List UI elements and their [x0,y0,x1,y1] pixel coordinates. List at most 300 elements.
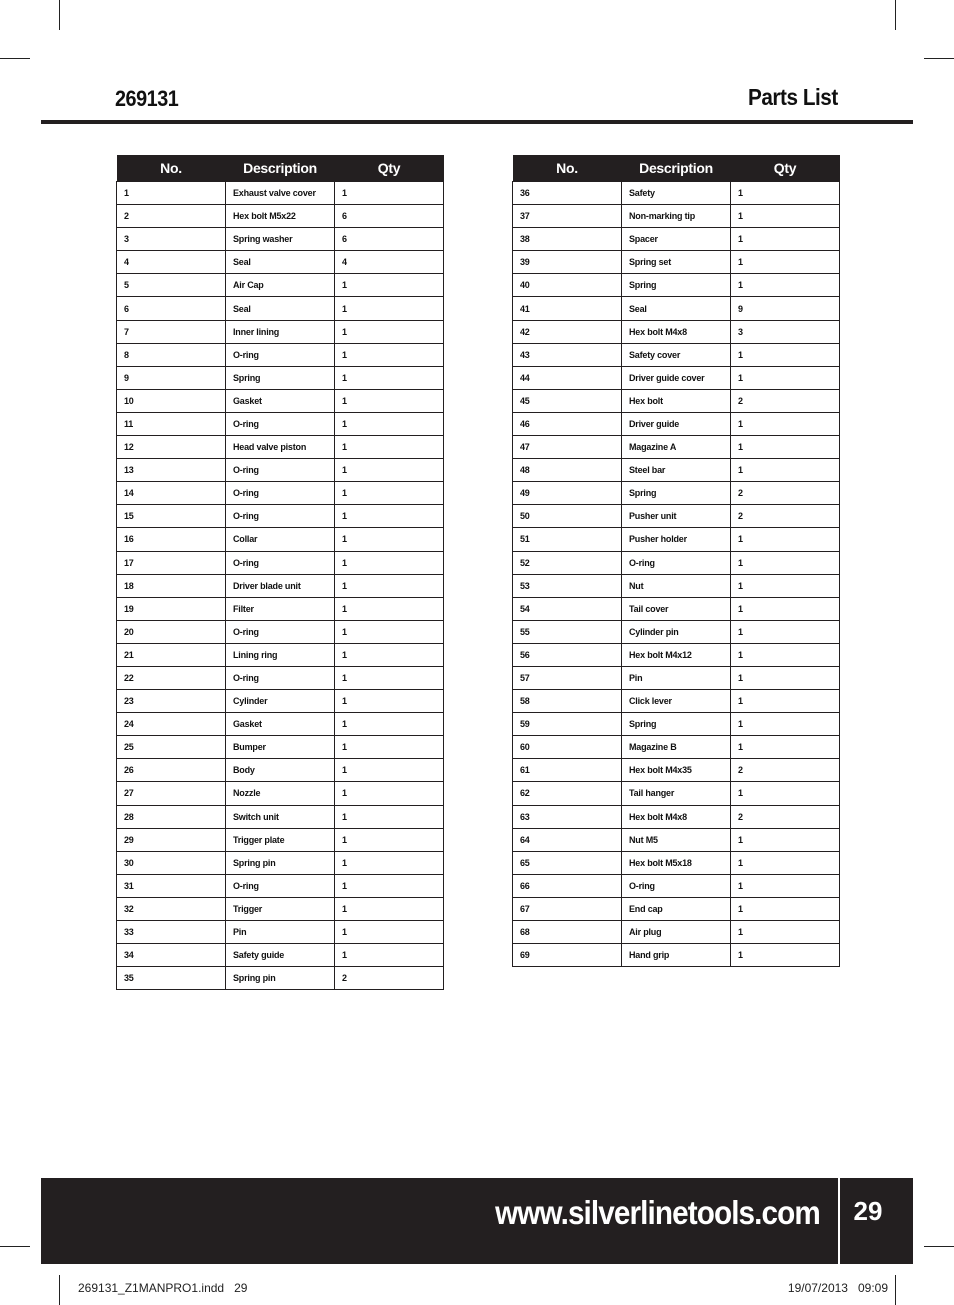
part-number-cell: 9 [117,366,226,389]
part-number-cell: 44 [513,366,622,389]
part-number-cell: 42 [513,320,622,343]
table-row [117,366,444,389]
page-number: 29 [853,1196,883,1226]
part-qty-cell: 1 [335,366,444,389]
part-description-cell: Cylinder pin [622,620,731,643]
table-row [117,297,444,320]
table-row [513,574,840,597]
part-qty-cell: 1 [335,690,444,713]
part-description-cell: Safety [622,182,731,205]
part-qty-cell: 1 [731,713,840,736]
part-qty-cell: 1 [335,274,444,297]
part-number-cell: 26 [117,759,226,782]
table-row [513,828,840,851]
table-row [513,620,840,643]
table-row [117,505,444,528]
part-number-cell: 64 [513,828,622,851]
table-row [117,897,444,920]
part-description-cell: Spacer [622,228,731,251]
table-row [513,805,840,828]
table-row [117,851,444,874]
header-divider [41,120,913,124]
table-row [513,205,840,228]
part-qty-cell: 1 [335,643,444,666]
part-description-cell: Filter [226,597,335,620]
part-description-cell: Driver guide [622,412,731,435]
part-qty-cell: 1 [731,666,840,689]
part-description-cell: Pusher holder [622,528,731,551]
part-description-cell: O-ring [226,874,335,897]
part-description-cell: Hand grip [622,944,731,967]
part-description-cell: Hex bolt M5x18 [622,851,731,874]
table-row [513,228,840,251]
part-qty-cell: 1 [731,366,840,389]
table-row [117,436,444,459]
part-qty-cell: 1 [335,944,444,967]
part-description-cell: Nut [622,574,731,597]
part-qty-cell: 1 [335,874,444,897]
part-number-cell: 47 [513,436,622,459]
part-description-cell: Nozzle [226,782,335,805]
part-qty-cell: 2 [731,759,840,782]
part-number-cell: 62 [513,782,622,805]
table-row [513,782,840,805]
part-number-cell: 33 [117,921,226,944]
part-description-cell: Seal [226,297,335,320]
part-description-cell: Spring [622,713,731,736]
part-number-cell: 55 [513,620,622,643]
part-number-cell: 4 [117,251,226,274]
crop-mark [0,58,30,59]
part-number-cell: 37 [513,205,622,228]
part-qty-cell: 1 [731,597,840,620]
website-url: www.silverlinetools.com [495,1194,820,1231]
part-qty-cell: 1 [731,412,840,435]
table-row [117,782,444,805]
part-number-cell: 49 [513,482,622,505]
part-description-cell: Head valve piston [226,436,335,459]
part-description-cell: Pusher unit [622,505,731,528]
part-number-cell: 8 [117,343,226,366]
part-number-cell: 35 [117,967,226,990]
part-number-cell: 30 [117,851,226,874]
part-description-cell: Nut M5 [622,828,731,851]
part-description-cell: Driver blade unit [226,574,335,597]
part-description-cell: Spring pin [226,967,335,990]
part-number-cell: 25 [117,736,226,759]
part-number-cell: 65 [513,851,622,874]
part-description-cell: Safety guide [226,944,335,967]
part-number-cell: 60 [513,736,622,759]
part-description-cell: Trigger [226,897,335,920]
part-qty-cell: 1 [731,736,840,759]
column-header-no: No. [513,155,622,182]
table-row [117,759,444,782]
part-number-cell: 27 [117,782,226,805]
part-description-cell: O-ring [622,551,731,574]
part-qty-cell: 2 [731,389,840,412]
table-header-row [513,155,840,182]
part-number-cell: 20 [117,620,226,643]
table-row [513,874,840,897]
table-row [117,412,444,435]
part-description-cell: Hex bolt M4x8 [622,320,731,343]
part-number-cell: 24 [117,713,226,736]
crop-mark [0,1246,30,1247]
part-qty-cell: 1 [335,320,444,343]
crop-mark [895,1275,896,1305]
part-number-cell: 53 [513,574,622,597]
table-row [513,459,840,482]
table-row [513,736,840,759]
part-description-cell: Exhaust valve cover [226,182,335,205]
part-number-cell: 45 [513,389,622,412]
crop-mark [59,1275,60,1305]
part-number-cell: 18 [117,574,226,597]
part-number-cell: 29 [117,828,226,851]
part-qty-cell: 1 [731,343,840,366]
crop-mark [59,0,60,30]
table-row [117,944,444,967]
part-number-cell: 2 [117,205,226,228]
part-number-cell: 3 [117,228,226,251]
part-description-cell: O-ring [226,482,335,505]
part-qty-cell: 1 [731,574,840,597]
part-qty-cell: 1 [335,551,444,574]
table-row [117,320,444,343]
part-qty-cell: 1 [335,297,444,320]
part-number-cell: 17 [117,551,226,574]
part-qty-cell: 1 [335,828,444,851]
part-number-cell: 66 [513,874,622,897]
part-number-cell: 6 [117,297,226,320]
part-number-cell: 57 [513,666,622,689]
part-number-cell: 58 [513,690,622,713]
part-number-cell: 63 [513,805,622,828]
page-title: Parts List [748,84,838,110]
part-description-cell: Gasket [226,713,335,736]
table-row [513,944,840,967]
column-header-description: Description [622,155,731,182]
part-description-cell: O-ring [226,505,335,528]
table-row [513,274,840,297]
part-qty-cell: 1 [335,805,444,828]
table-row [117,828,444,851]
table-row [513,551,840,574]
part-description-cell: Gasket [226,389,335,412]
part-number-cell: 22 [117,666,226,689]
part-qty-cell: 1 [731,782,840,805]
table-row [117,459,444,482]
print-slug-file: 269131_Z1MANPRO1.indd 29 [78,1281,248,1295]
table-row [513,412,840,435]
table-row [513,366,840,389]
part-description-cell: Lining ring [226,643,335,666]
part-qty-cell: 1 [335,736,444,759]
part-number-cell: 61 [513,759,622,782]
part-number-cell: 15 [117,505,226,528]
part-qty-cell: 1 [335,343,444,366]
parts-table-right [512,155,840,967]
table-row [513,921,840,944]
table-row [117,182,444,205]
table-row [513,320,840,343]
part-qty-cell: 1 [731,897,840,920]
part-qty-cell: 1 [731,690,840,713]
part-description-cell: O-ring [226,551,335,574]
part-number-cell: 39 [513,251,622,274]
table-row [117,205,444,228]
table-row [513,759,840,782]
column-header-qty: Qty [731,155,840,182]
part-qty-cell: 1 [731,182,840,205]
part-description-cell: Hex bolt M4x12 [622,643,731,666]
part-qty-cell: 1 [335,482,444,505]
part-description-cell: Spring [226,366,335,389]
part-description-cell: Body [226,759,335,782]
parts-table-left [116,155,444,990]
part-number-cell: 31 [117,874,226,897]
part-qty-cell: 1 [335,897,444,920]
part-qty-cell: 1 [731,205,840,228]
column-header-description: Description [226,155,335,182]
part-qty-cell: 1 [731,643,840,666]
part-qty-cell: 1 [335,574,444,597]
table-row [117,274,444,297]
part-number-cell: 52 [513,551,622,574]
part-qty-cell: 6 [335,205,444,228]
table-row [117,690,444,713]
part-description-cell: Hex bolt [622,389,731,412]
part-description-cell: Pin [226,921,335,944]
part-description-cell: Trigger plate [226,828,335,851]
table-row [513,389,840,412]
part-number-cell: 54 [513,597,622,620]
part-qty-cell: 1 [731,921,840,944]
table-row [117,251,444,274]
part-description-cell: Magazine A [622,436,731,459]
part-qty-cell: 1 [335,620,444,643]
part-number-cell: 23 [117,690,226,713]
part-qty-cell: 1 [335,505,444,528]
part-description-cell: Hex bolt M4x35 [622,759,731,782]
part-description-cell: Spring washer [226,228,335,251]
part-qty-cell: 3 [731,320,840,343]
part-qty-cell: 1 [731,851,840,874]
part-number-cell: 40 [513,274,622,297]
part-description-cell: Bumper [226,736,335,759]
part-description-cell: O-ring [622,874,731,897]
part-description-cell: Tail hanger [622,782,731,805]
part-number-cell: 68 [513,921,622,944]
part-number-cell: 69 [513,944,622,967]
crop-mark [895,0,896,30]
table-row [513,182,840,205]
part-description-cell: Spring pin [226,851,335,874]
part-number-cell: 1 [117,182,226,205]
table-row [513,528,840,551]
part-description-cell: Safety cover [622,343,731,366]
table-row [117,874,444,897]
part-number-cell: 56 [513,643,622,666]
table-row [513,505,840,528]
table-row [513,690,840,713]
part-qty-cell: 1 [731,228,840,251]
table-row [117,620,444,643]
part-description-cell: Spring [622,274,731,297]
part-description-cell: Cylinder [226,690,335,713]
print-slug-datetime: 19/07/2013 09:09 [787,1281,888,1295]
part-qty-cell: 2 [731,482,840,505]
part-description-cell: Hex bolt M4x8 [622,805,731,828]
table-row [117,228,444,251]
part-qty-cell: 1 [335,597,444,620]
part-qty-cell: 1 [335,389,444,412]
part-description-cell: Non-marking tip [622,205,731,228]
table-row [513,597,840,620]
column-header-no: No. [117,155,226,182]
part-number-cell: 43 [513,343,622,366]
part-description-cell: Spring set [622,251,731,274]
table-row [117,389,444,412]
part-number-cell: 67 [513,897,622,920]
part-qty-cell: 1 [731,944,840,967]
product-code: 269131 [115,86,179,111]
part-number-cell: 41 [513,297,622,320]
part-qty-cell: 1 [335,528,444,551]
table-row [513,643,840,666]
part-number-cell: 48 [513,459,622,482]
column-header-qty: Qty [335,155,444,182]
table-row [513,666,840,689]
part-number-cell: 12 [117,436,226,459]
table-row [513,897,840,920]
part-description-cell: Inner lining [226,320,335,343]
part-qty-cell: 1 [335,182,444,205]
part-qty-cell: 1 [731,459,840,482]
table-row [513,713,840,736]
part-number-cell: 10 [117,389,226,412]
table-header-row [117,155,444,182]
part-number-cell: 7 [117,320,226,343]
crop-mark [924,58,954,59]
part-description-cell: Seal [226,251,335,274]
part-description-cell: Air plug [622,921,731,944]
table-row [117,643,444,666]
part-qty-cell: 6 [335,228,444,251]
table-row [117,967,444,990]
part-qty-cell: 1 [335,459,444,482]
crop-mark [924,1246,954,1247]
part-qty-cell: 1 [731,551,840,574]
part-description-cell: Collar [226,528,335,551]
part-qty-cell: 1 [731,874,840,897]
part-description-cell: O-ring [226,666,335,689]
table-row [117,597,444,620]
part-description-cell: Seal [622,297,731,320]
part-qty-cell: 1 [335,436,444,459]
table-row [117,551,444,574]
part-qty-cell: 1 [731,828,840,851]
part-description-cell: Driver guide cover [622,366,731,389]
part-number-cell: 14 [117,482,226,505]
table-row [513,482,840,505]
part-description-cell: O-ring [226,620,335,643]
part-number-cell: 5 [117,274,226,297]
part-description-cell: Spring [622,482,731,505]
table-row [117,736,444,759]
part-description-cell: Click lever [622,690,731,713]
part-description-cell: O-ring [226,412,335,435]
part-number-cell: 11 [117,412,226,435]
table-row [513,436,840,459]
part-description-cell: Magazine B [622,736,731,759]
part-number-cell: 59 [513,713,622,736]
part-description-cell: Air Cap [226,274,335,297]
part-qty-cell: 1 [335,921,444,944]
part-description-cell: Pin [622,666,731,689]
part-qty-cell: 1 [335,851,444,874]
table-row [117,921,444,944]
table-row [117,805,444,828]
part-number-cell: 16 [117,528,226,551]
part-qty-cell: 9 [731,297,840,320]
part-number-cell: 32 [117,897,226,920]
table-row [513,297,840,320]
part-number-cell: 38 [513,228,622,251]
part-number-cell: 19 [117,597,226,620]
part-qty-cell: 2 [731,505,840,528]
part-qty-cell: 1 [335,713,444,736]
part-qty-cell: 2 [731,805,840,828]
part-description-cell: O-ring [226,459,335,482]
part-number-cell: 28 [117,805,226,828]
part-description-cell: O-ring [226,343,335,366]
table-row [513,851,840,874]
table-row [117,574,444,597]
part-number-cell: 51 [513,528,622,551]
table-row [117,343,444,366]
part-description-cell: Steel bar [622,459,731,482]
table-row [117,713,444,736]
table-row [117,666,444,689]
part-number-cell: 50 [513,505,622,528]
part-number-cell: 34 [117,944,226,967]
part-qty-cell: 1 [731,620,840,643]
part-qty-cell: 1 [731,274,840,297]
table-row [513,251,840,274]
part-qty-cell: 2 [335,967,444,990]
part-description-cell: Tail cover [622,597,731,620]
part-number-cell: 21 [117,643,226,666]
part-qty-cell: 1 [335,666,444,689]
part-number-cell: 13 [117,459,226,482]
part-qty-cell: 1 [335,759,444,782]
table-row [513,343,840,366]
part-qty-cell: 1 [731,528,840,551]
part-qty-cell: 1 [335,412,444,435]
part-number-cell: 46 [513,412,622,435]
part-description-cell: Hex bolt M5x22 [226,205,335,228]
part-description-cell: Switch unit [226,805,335,828]
table-row [117,482,444,505]
part-description-cell: End cap [622,897,731,920]
part-qty-cell: 1 [731,436,840,459]
part-number-cell: 36 [513,182,622,205]
table-row [117,528,444,551]
part-qty-cell: 1 [731,251,840,274]
part-qty-cell: 4 [335,251,444,274]
